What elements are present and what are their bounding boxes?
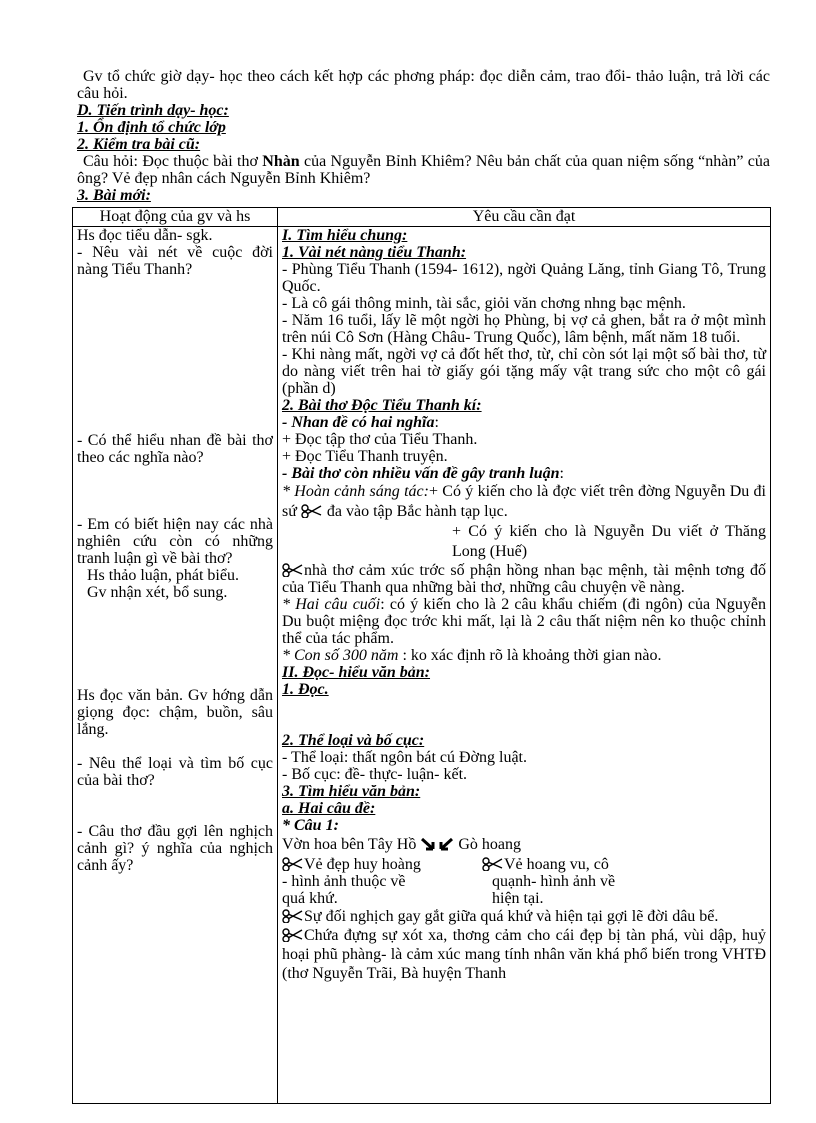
section-2-2-heading: 2. Thể loại và bố cục: <box>282 732 425 749</box>
activity-question-debate: - Em có biết hiện nay các nhà nghiên cứu còn có những tranh luận gì về bài thơ? <box>77 516 273 567</box>
contrast-columns: Vẻ đẹp huy hoàng Vẻ hoang vu, cô <box>282 856 766 873</box>
activity-read-intro: Hs đọc tiểu dẫn- sgk. <box>77 227 213 244</box>
title-meaning-2: + Đọc Tiểu Thanh truyện. <box>282 448 448 465</box>
bio-poems: - Khi nàng mất, ngời vợ cả đốt hết thơ, từ, chỉ còn sót lại một số bài thơ, từ do nàng viết trên hai tờ giấy gói tặng mấy vật trang sức cho một cô gái (phần d) <box>282 346 766 397</box>
bio-birth: - Phùng Tiểu Thanh (1594- 1612), ngời Quảng Lăng, tỉnh Giang Tô, Trung Quốc. <box>282 261 766 295</box>
debate-context-alt-result: nhà thơ cảm xúc trớc số phận hồng nhan bạc mệnh, tài mệnh tơng đố của Tiểu Thanh qua những bài thơ, những câu chuyện về nàng. <box>282 562 766 596</box>
section-2-heading: II. Đọc- hiểu văn bản: <box>282 664 431 681</box>
contrast-meaning: Sự đối nghịch gay gắt giữa quá khứ và hiện tại gợi lẽ đời dâu bể. <box>282 907 766 926</box>
activities-column <box>73 227 278 1104</box>
debate-heading: - Bài thơ còn nhiều vấn đề gây tranh luận: <box>282 465 564 482</box>
scissors-icon <box>482 857 504 871</box>
section-1-1-heading: 1. Vài nét nàng tiểu Thanh: <box>282 244 467 261</box>
poem-title-nhan: Nhàn <box>262 153 300 170</box>
contrast-line: Vờn hoa bên Tây Hồ Gò hoang <box>282 836 522 853</box>
debate-last-lines: * Hai câu cuối: có ý kiến cho là 2 câu khẩu chiếm (đi ngôn) của Nguyễn Du buột miệng đọc trớc khi mất, lại là 2 câu thất niệm nên ko thuộc chỉnh thể của tác phẩm. <box>282 596 766 647</box>
genre-text: - Thể loại: thất ngôn bát cú Đờng luật. <box>282 749 527 766</box>
activity-question-line1: - Câu thơ đầu gợi lên nghịch cảnh gì? ý nghĩa của nghịch cảnh ấy? <box>77 823 273 874</box>
activity-question-title: - Có thể hiểu nhan đề bài thơ theo các nghĩa nào? <box>77 432 273 466</box>
bio-talent: - Là cô gái thông minh, tài sắc, giỏi văn chơng nhng bạc mệnh. <box>282 295 686 312</box>
header-right: Yêu cầu cần đạt <box>278 208 771 227</box>
step-2-heading: 2. Kiểm tra bài cũ: <box>77 136 201 153</box>
teaching-method-text: Gv tổ chức giờ dạy- học theo cách kết hợp các phơng pháp: đọc diễn cảm, trao đổi- thảo luận, trả lời các câu hỏi. <box>77 68 770 102</box>
step-3-heading: 3. Bài mới: <box>77 187 151 204</box>
activity-teacher-comment: Gv nhận xét, bổ sung. <box>87 584 228 601</box>
intro-section <box>77 68 770 204</box>
review-question: Câu hỏi: Đọc thuộc bài thơ Nhàn của Nguyễn Bỉnh Khiêm? Nêu bản chất của quan niệm sống “nhàn” của ông? Vẻ đẹp nhân cách Nguyễn Bỉnh Khiêm? <box>77 153 770 187</box>
activity-discuss: Hs thảo luận, phát biểu. <box>87 567 239 584</box>
activity-question-life: - Nêu vài nét về cuộc đời nàng Tiểu Thanh? <box>77 244 273 278</box>
structure-text: - Bố cục: đề- thực- luận- kết. <box>282 766 468 783</box>
title-meaning: - Nhan đề có hai nghĩa: <box>282 414 439 431</box>
debate-context: * Hoàn cảnh sáng tác:+ Có ý kiến cho là đợc viết trên đờng Nguyễn Du đi sứ đa vào tập Bắc hành tạp lục. <box>282 483 767 520</box>
header-left: Hoạt động của gv và hs <box>73 208 278 227</box>
scissors-icon <box>282 909 304 923</box>
requirements-column: I. Tìm hiểu chung: 1. Vài nét nàng tiểu Thanh: - Phùng Tiểu Thanh (1594- 1612), ngời Quảng Lăng, tỉnh Giang Tô, Trung Quốc. - Là cô gái thông minh, tài sắc, giỏi văn chơng nhng bạc mệnh. - Năm 16 tuổi, lấy lẽ một ngời họ Phùng, bị vợ cả ghen, bắt ra ở một mình trên núi Cô Sơn (Hàng Châu- Trung Quốc), lâm bệnh, mất năm 18 tuổi. - Khi nàng mất, ngời vợ cả đốt hết thơ, từ, chỉ còn sót lại một số bài thơ, từ do nàng viết trên hai tờ giấy gói tặng mấy vật trang sức cho một cô gái (phần d) 2. Bài thơ Độc Tiểu Thanh kí: - Nhan đề có hai nghĩa: + Đọc tập thơ của Tiểu Thanh. + Đọc Tiểu Thanh truyện. - Bài thơ còn nhiều vấn đề gây tranh luận: * Hoàn cảnh sáng tác:+ Có ý kiến cho là đợc viết trên đờng Nguyễn Du đi sứ đa vào tập Bắc hành tạp lục. + Có ý kiến cho là Nguyễn Du viết ở Thăng Long (Huế) nhà thơ cảm xúc trớc số phận hồng nhan bạc mệnh, tài mệnh tơng đố của Tiểu Thanh qua những bài thơ, những câu chuyện về nàng. * Hai câu cuối: có ý kiến cho là 2 câu khẩu chiếm (đi ngôn) của Nguyễn Du buột miệng đọc trớc khi mất, lại là 2 câu thất niệm nên ko thuộc chỉnh thể của tác phẩm. * Con số 300 năm : ko xác định rõ là khoảng thời gian nào. II. Đọc- hiểu văn bản: 1. Đọc. 2. Thể loại và bố cục: - Thể loại: thất ngôn bát cú Đờng luật. - Bố cục: đề- thực- luận- kết. 3. Tìm hiểu văn bản: a. Hai câu đề: * Câu 1: Vờn hoa bên Tây Hồ Gò hoang Vẻ đẹp huy hoàng Vẻ hoang vu, cô - hình ảnh thuộc về quạnh- hình ảnh về quá khứ. hiện tại. Sự đối nghịch gay gắt giữa quá khứ và hiện tại gợi lẽ đời dâu bể. Chứa đựng sự xót xa, thơng cảm cho cái đẹp bị tàn phá, vùi dập, huỷ hoại phũ phàng- là cảm xúc mang tính nhân văn khá phổ biến trong VHTĐ (thơ Nguyễn Trãi, Bà huyện Thanh <box>278 227 771 1104</box>
debate-300-years: * Con số 300 năm : ko xác định rõ là khoảng thời gian nào. <box>282 647 662 664</box>
section-1-2-heading: 2. Bài thơ Độc Tiểu Thanh kí: <box>282 397 482 414</box>
step-1-heading: 1. Ổn định tổ chức lớp <box>77 119 226 136</box>
activity-read-text: Hs đọc văn bản. Gv hớng dẫn giọng đọc: chậm, buồn, sâu lắng. <box>77 687 273 738</box>
bio-marriage: - Năm 16 tuổi, lấy lẽ một ngời họ Phùng, bị vợ cả ghen, bắt ra ở một mình trên núi Cô Sơn (Hàng Châu- Trung Quốc), lâm bệnh, mất năm 18 tuổi. <box>282 312 766 346</box>
scissors-icon <box>282 563 304 577</box>
compassion-text: Chứa đựng sự xót xa, thơng cảm cho cái đẹp bị tàn phá, vùi dập, huỷ hoại phũ phàng- là cảm xúc mang tính nhân văn khá phổ biến trong VHTĐ (thơ Nguyễn Trãi, Bà huyện Thanh <box>282 927 766 982</box>
section-2-3-heading: 3. Tìm hiểu văn bản: <box>282 783 421 800</box>
scissors-icon <box>301 504 323 518</box>
scissors-icon <box>282 928 304 942</box>
section-1-heading: I. Tìm hiểu chung: <box>282 227 408 244</box>
section-2-1-heading: 1. Đọc. <box>282 681 329 698</box>
lesson-table <box>72 207 771 1104</box>
table-body-row <box>73 227 771 1104</box>
activity-question-form: - Nêu thể loại và tìm bố cục của bài thơ? <box>77 755 273 789</box>
title-meaning-1: + Đọc tập thơ của Tiểu Thanh. <box>282 431 478 448</box>
scissors-icon <box>282 857 304 871</box>
line-1-heading: * Câu 1: <box>282 817 339 834</box>
debate-context-alt: + Có ý kiến cho là Nguyễn Du viết ở Thăng Long (Huế) <box>452 523 766 560</box>
double-arrow-icon <box>420 837 454 851</box>
table-header-row <box>73 208 771 227</box>
section-d-heading: D. Tiến trình dạy- học: <box>77 102 229 119</box>
section-2-3a-heading: a. Hai câu đề: <box>282 800 376 817</box>
